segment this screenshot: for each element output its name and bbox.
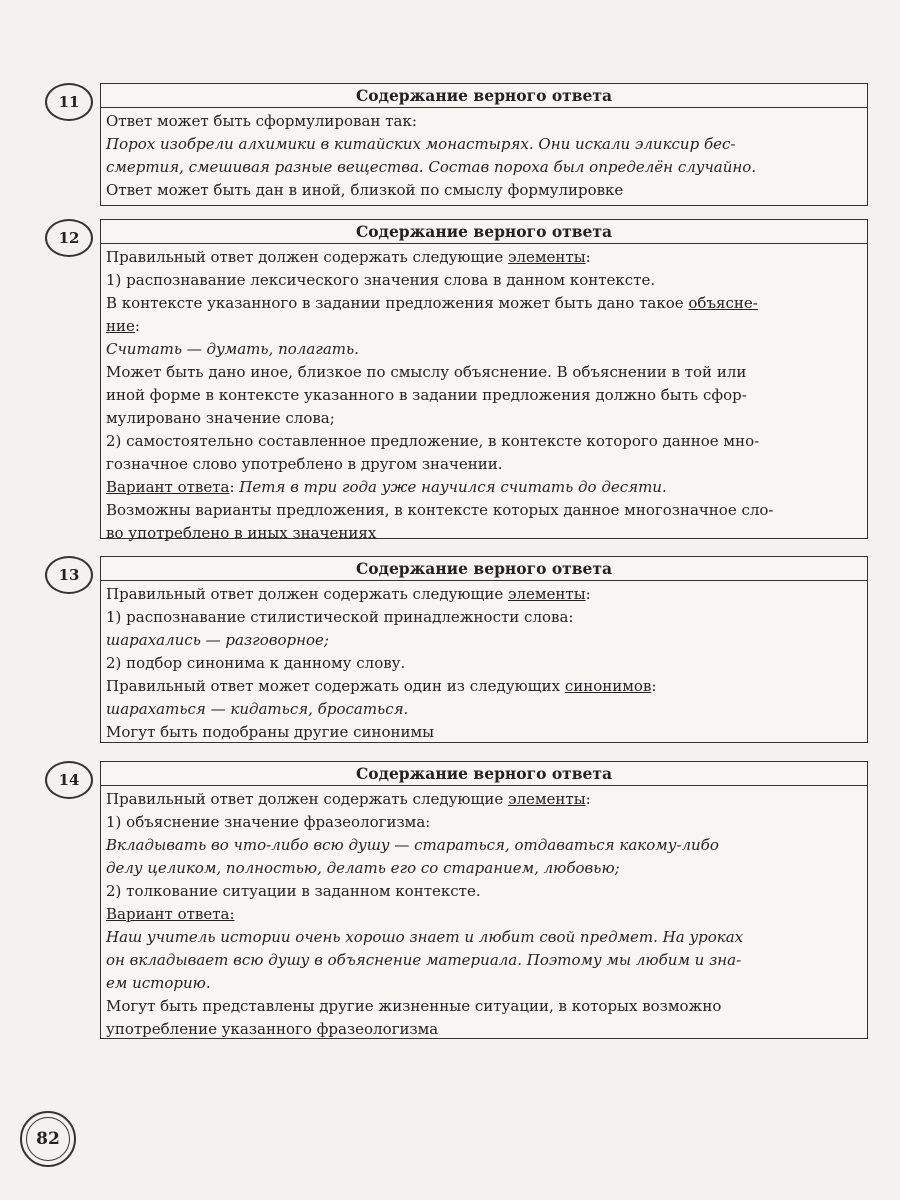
- answer-text: Могут быть подобраны другие синонимы: [106, 723, 435, 741]
- answer-line: [106, 834, 862, 857]
- answer-line: [106, 995, 862, 1018]
- answer-text: синонимов: [564, 677, 652, 695]
- task-number-14: 14: [45, 761, 93, 799]
- answer-text: 2) толкование ситуации в заданном контексте.: [106, 882, 481, 900]
- answer-line: [106, 110, 862, 133]
- answer-header: Содержание верного ответа: [101, 220, 867, 244]
- answer-block-11: [100, 83, 868, 206]
- answer-text: :: [651, 677, 657, 695]
- answer-text: употребление указанного фразеологизма: [106, 1020, 439, 1038]
- answer-body: [101, 786, 867, 1043]
- answer-line: [106, 156, 862, 179]
- answer-text: :: [229, 478, 240, 496]
- answer-line: [106, 926, 862, 949]
- answer-text: Правильный ответ должен содержать следующие: [106, 248, 509, 266]
- answer-text: Ответ может быть сформулирован так:: [106, 112, 417, 130]
- answer-text: иной форме в контексте указанного в задании предложения должно быть сфор-: [106, 386, 747, 404]
- answer-text: :: [585, 790, 591, 808]
- answer-text: 1) объяснение значение фразеологизма:: [106, 813, 431, 831]
- answer-text: элементы: [508, 248, 586, 266]
- answer-header: Содержание верного ответа: [101, 84, 867, 108]
- answer-line: [106, 629, 862, 652]
- answer-body: [101, 108, 867, 204]
- answer-text: Вариант ответа:: [106, 905, 235, 923]
- answer-text: делу целиком, полностью, делать его со старанием, любовью;: [106, 859, 620, 877]
- answer-text: :: [585, 248, 591, 266]
- answer-text: ем историю.: [106, 974, 211, 992]
- answer-line: [106, 583, 862, 606]
- answer-header: Содержание верного ответа: [101, 557, 867, 581]
- answer-text: 1) распознавание стилистической принадлежности слова:: [106, 608, 574, 626]
- answer-line: [106, 338, 862, 361]
- answer-line: [106, 246, 862, 269]
- answer-line: [106, 499, 862, 522]
- answer-line: [106, 522, 862, 545]
- answer-text: элементы: [508, 585, 586, 603]
- answer-text: Правильный ответ должен содержать следующие: [106, 790, 509, 808]
- answer-text: мулировано значение слова;: [106, 409, 335, 427]
- answer-line: [106, 903, 862, 926]
- answer-text: смертия, смешивая разные вещества. Состав пороха был определён случайно.: [106, 158, 757, 176]
- answer-line: [106, 788, 862, 811]
- answer-text: элементы: [508, 790, 586, 808]
- answer-text: Порох изобрели алхимики в китайских монастырях. Они искали эликсир бес-: [106, 135, 736, 153]
- answer-line: [106, 972, 862, 995]
- answer-text: во употреблено в иных значениях: [106, 524, 377, 542]
- answer-text: 2) подбор синонима к данному слову.: [106, 654, 406, 672]
- answer-line: [106, 949, 862, 972]
- answer-block-13: [100, 556, 868, 743]
- answer-text: Правильный ответ может содержать один из следующих: [106, 677, 565, 695]
- task-number-11: 11: [45, 83, 93, 121]
- answer-text: гозначное слово употреблено в другом значении.: [106, 455, 503, 473]
- answer-text: шарахались — разговорное;: [106, 631, 329, 649]
- answer-text: Может быть дано иное, близкое по смыслу объяснение. В объяснении в той или: [106, 363, 747, 381]
- answer-text: Наш учитель истории очень хорошо знает и любит свой предмет. На уроках: [106, 928, 744, 946]
- answer-text: шарахаться — кидаться, бросаться.: [106, 700, 409, 718]
- answer-line: [106, 407, 862, 430]
- answer-body: [101, 581, 867, 746]
- answer-header: Содержание верного ответа: [101, 762, 867, 786]
- answer-text: Правильный ответ должен содержать следующие: [106, 585, 509, 603]
- answer-line: [106, 476, 862, 499]
- answer-line: [106, 453, 862, 476]
- answer-line: [106, 315, 862, 338]
- answer-line: [106, 857, 862, 880]
- answer-line: [106, 675, 862, 698]
- answer-text: ние: [106, 317, 135, 335]
- answer-line: [106, 698, 862, 721]
- task-number-12: 12: [45, 219, 93, 257]
- answer-text: 2) самостоятельно составленное предложение, в контексте которого данное мно-: [106, 432, 760, 450]
- answer-text: Вариант ответа: [106, 478, 230, 496]
- answer-block-12: [100, 219, 868, 542]
- answer-text: Ответ может быть дан в иной, близкой по смыслу формулировке: [106, 181, 624, 199]
- answer-body: [101, 244, 867, 547]
- answer-line: [106, 811, 862, 834]
- answer-line: [106, 606, 862, 629]
- answer-line: [106, 292, 862, 315]
- answer-text: :: [585, 585, 591, 603]
- answer-line: [106, 384, 862, 407]
- answer-line: [106, 361, 862, 384]
- answer-text: В контексте указанного в задании предложения может быть дано такое: [106, 294, 689, 312]
- answer-line: [106, 179, 862, 202]
- answer-text: Вкладывать во что-либо всю душу — стараться, отдаваться какому-либо: [106, 836, 719, 854]
- answer-text: :: [134, 317, 140, 335]
- answer-text: Могут быть представлены другие жизненные ситуации, в которых возможно: [106, 997, 722, 1015]
- answer-line: [106, 880, 862, 903]
- answer-text: объясне-: [688, 294, 758, 312]
- answer-text: Возможны варианты предложения, в контексте которых данное многозначное сло-: [106, 501, 774, 519]
- answer-text: 1) распознавание лексического значения слова в данном контексте.: [106, 271, 656, 289]
- answer-line: [106, 1018, 862, 1041]
- answer-block-14: [100, 761, 868, 1039]
- answer-text: Считать — думать, полагать.: [106, 340, 359, 358]
- answer-text: Петя в три года уже научился считать до десяти.: [239, 478, 667, 496]
- answer-line: [106, 269, 862, 292]
- page-number: 82: [20, 1111, 76, 1167]
- answer-line: [106, 133, 862, 156]
- task-number-13: 13: [45, 556, 93, 594]
- answer-text: он вкладывает всю душу в объяснение материала. Поэтому мы любим и зна-: [106, 951, 742, 969]
- answer-line: [106, 652, 862, 675]
- answer-line: [106, 430, 862, 453]
- answer-line: [106, 721, 862, 744]
